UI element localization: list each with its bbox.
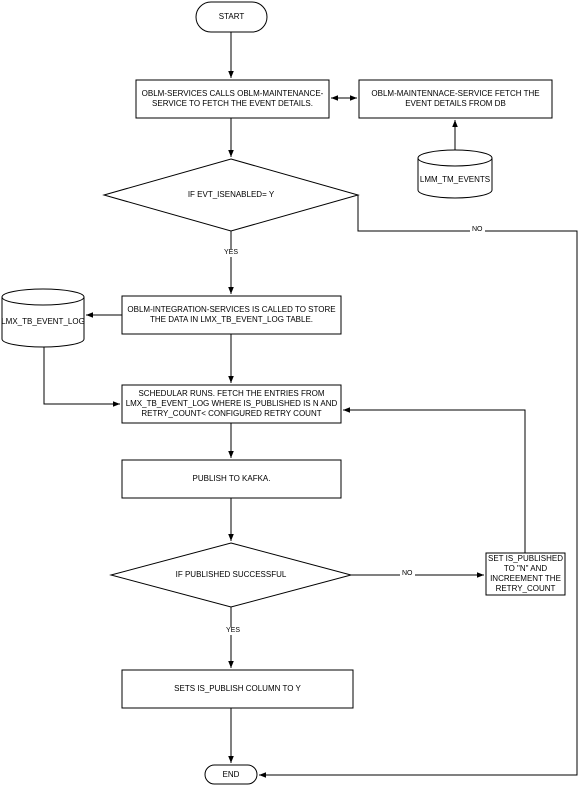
decision-published-no-label: NO	[402, 570, 413, 577]
edge-retry-to-scheduler	[343, 410, 525, 553]
fetch-event-details-label: OBLM-SERVICES CALLS OBLM-MAINTENANCE-SERVICE TO FETCH THE EVENT DETAILS.	[141, 89, 324, 108]
retry-update-label: SET IS_PUBLISHED TO "N" AND INCREEMENT THE RETRY_COUNT	[488, 554, 563, 593]
start-label: START	[218, 12, 245, 21]
decision-published-label: IF PUBLISHED SUCCESSFUL	[175, 570, 287, 579]
decision-published-yes-label: YES	[226, 627, 241, 634]
decision-enabled-yes-label: YES	[224, 249, 239, 256]
end-label: END	[222, 769, 240, 779]
events-db-label: LMM_TM_EVENTS	[419, 175, 491, 184]
edge-log-to-scheduler	[44, 347, 120, 404]
decision-enabled-no-label: NO	[472, 226, 483, 233]
integration-store-label: OBLM-INTEGRATION-SERVICES IS CALLED TO STORE THE DATA IN LMX_TB_EVENT_LOG TABLE.	[127, 305, 336, 324]
set-published-label: SETS IS_PUBLISH COLUMN TO Y	[174, 684, 301, 693]
decision-enabled-label: IF EVT_ISENABLED= Y	[187, 190, 275, 199]
maintenance-fetch-label: OBLM-MAINTENNACE-SERVICE FETCH THE EVENT DETAILS FROM DB	[371, 89, 540, 108]
scheduler-label: SCHEDULAR RUNS. FETCH THE ENTRIES FROM LMX_TB_EVENT_LOG WHERE IS_PUBLISHED IS N AND RETRY_COUNT< CONFIGURED RETRY COUNT	[125, 389, 338, 418]
publish-label: PUBLISH TO KAFKA.	[192, 474, 271, 483]
event-log-db-label: LMX_TB_EVENT_LOG	[1, 317, 85, 326]
